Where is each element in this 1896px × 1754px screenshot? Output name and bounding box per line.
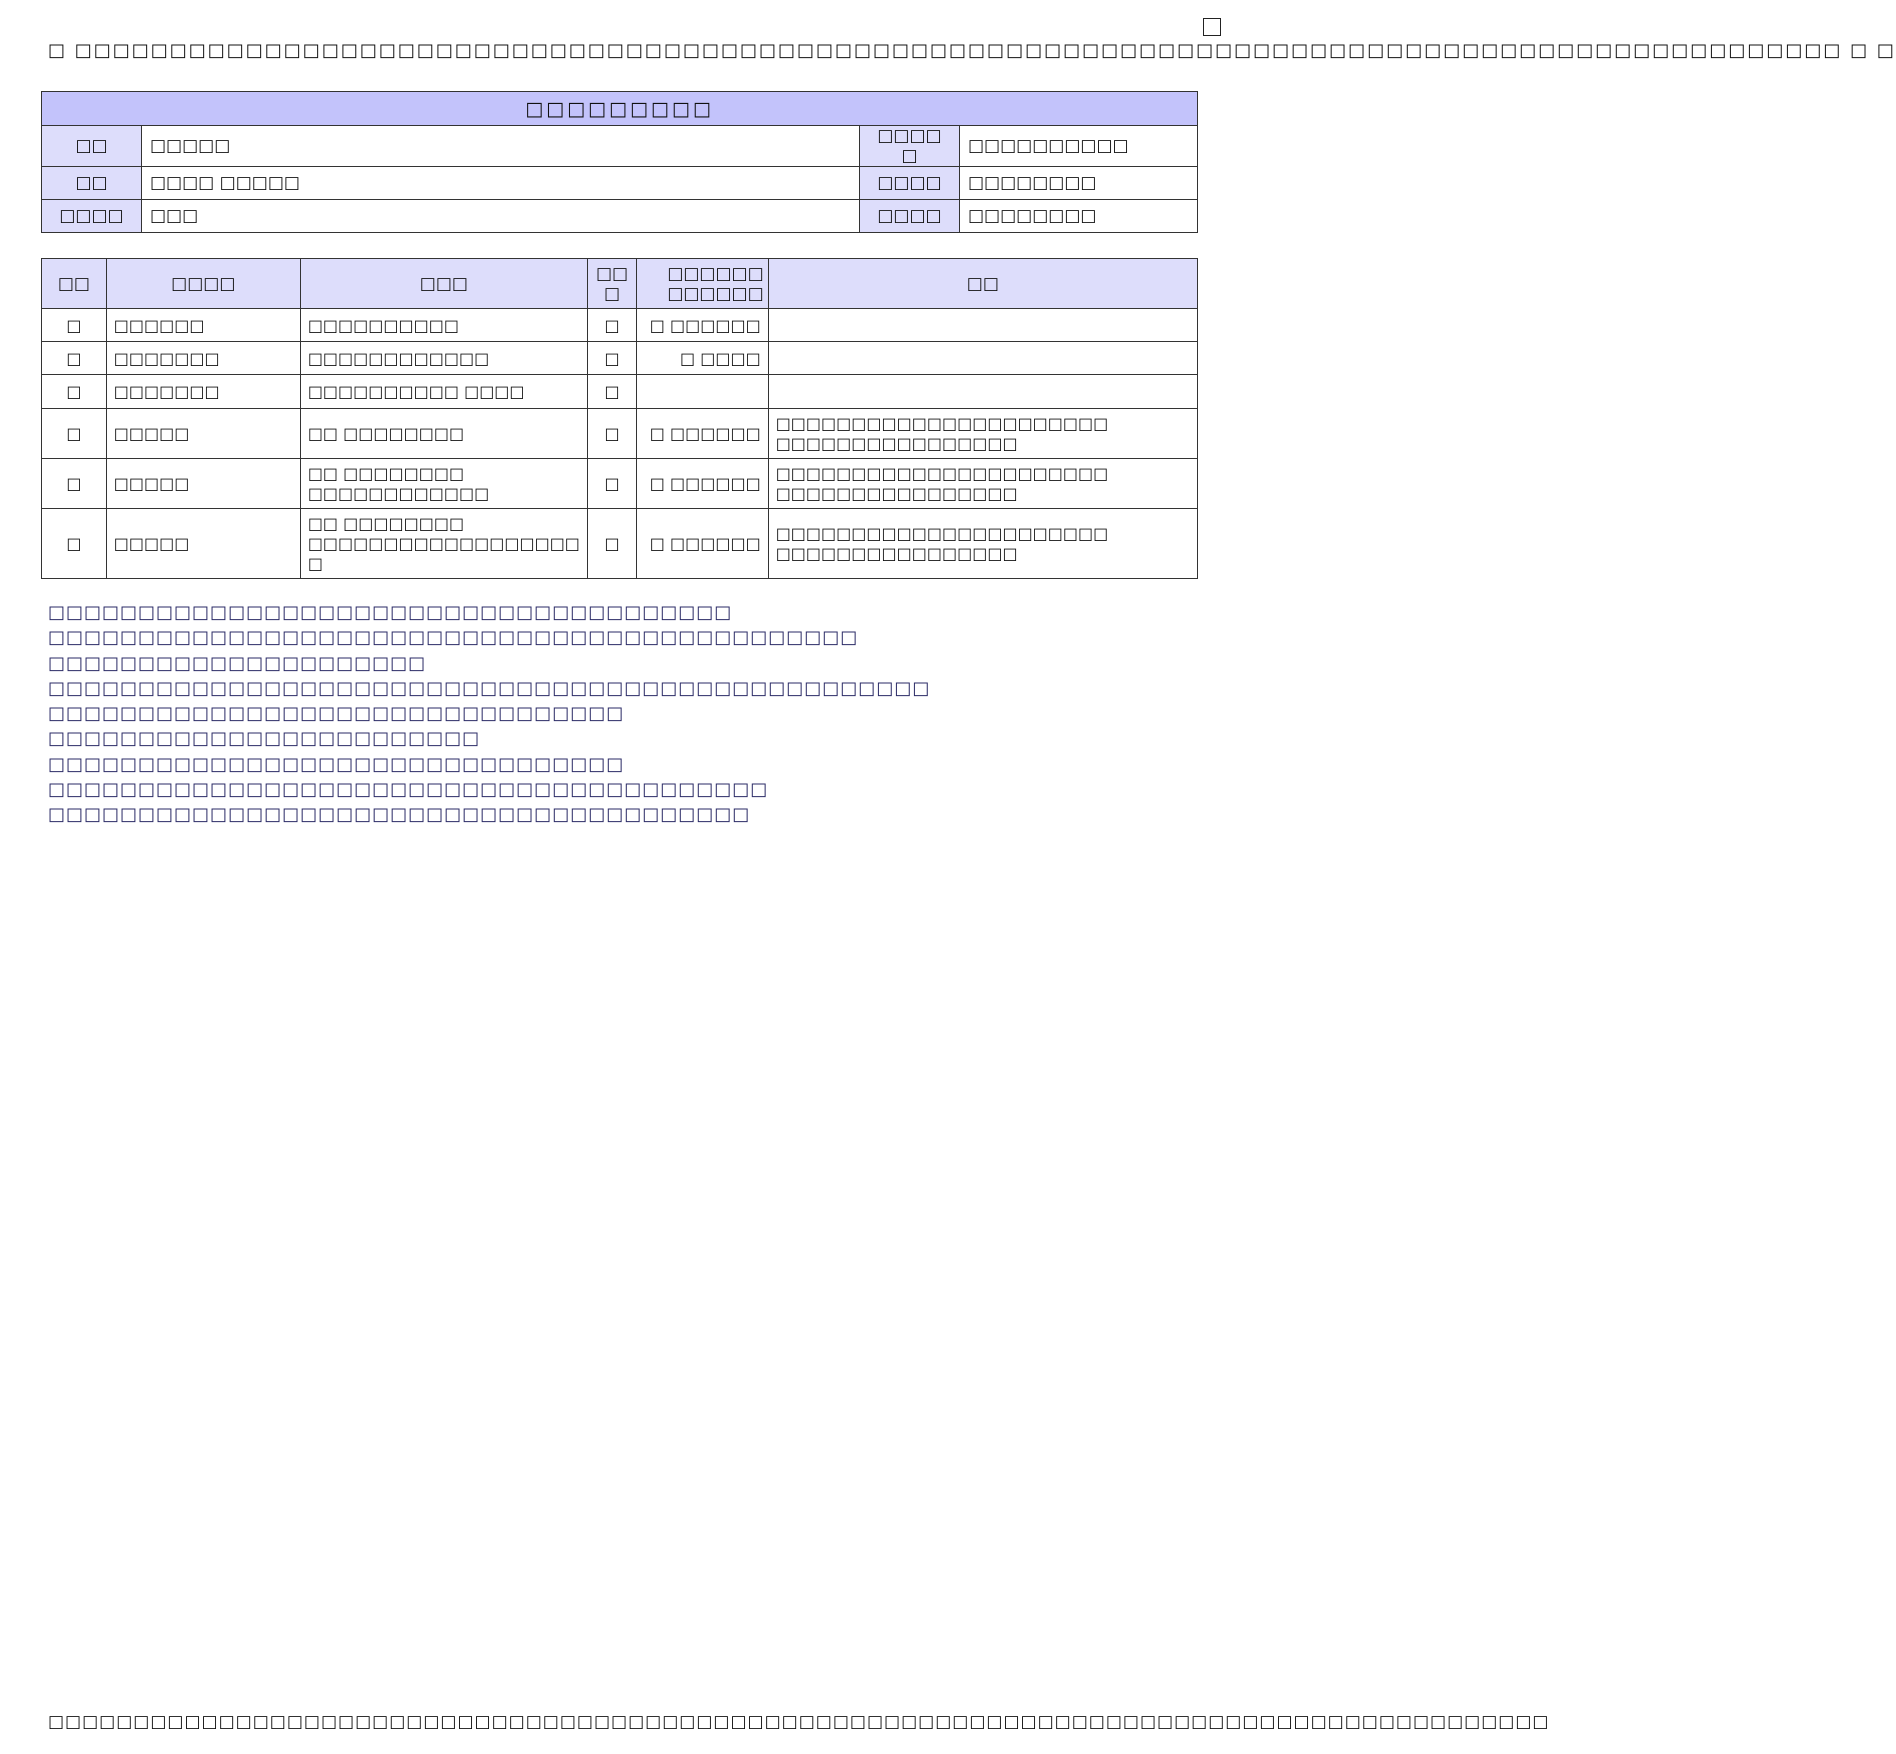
info-table-title: □□□□□□□□□	[42, 92, 1198, 126]
cell-price: □ □□□□	[637, 342, 769, 375]
cell-price	[637, 375, 769, 409]
col-header-price: □□□□□□ □□□□□□	[637, 259, 769, 309]
cell-name: □□□□□□	[106, 309, 300, 342]
table-row	[42, 342, 1198, 375]
info-value: □□□	[142, 200, 860, 233]
info-row	[42, 200, 1198, 233]
cell-price: □ □□□□□□	[637, 409, 769, 459]
cell-name: □□□□□	[106, 459, 300, 509]
note-line: □□□□□□□□□□□□□□□□□□□□□□□□□□□□□□□□	[48, 753, 625, 775]
notes-section	[48, 600, 1168, 828]
page-marker	[1203, 18, 1221, 36]
info-value-secondary: □□□□□□□□	[960, 200, 1198, 233]
table-row	[42, 309, 1198, 342]
col-header-qty: □□ □	[587, 259, 636, 309]
cell-note: □□□□□□□□□□□□□□□□□□□□□□ □□□□□□□□□□□□□□□□	[768, 459, 1197, 509]
cell-name: □□□□□	[106, 409, 300, 459]
note-line: □□□□□□□□□□□□□□□□□□□□□□□□□□□□□□□□□□□□□□□□□□□□□□□□□	[48, 677, 931, 699]
col-header-spec: □□□	[300, 259, 587, 309]
cell-name: □□□□□	[106, 509, 300, 579]
cell-price: □ □□□□□□	[637, 509, 769, 579]
cell-price: □ □□□□□□	[637, 459, 769, 509]
cell-qty: □	[587, 409, 636, 459]
cell-no: □	[42, 509, 107, 579]
info-row	[42, 167, 1198, 200]
col-header-note: □□	[768, 259, 1197, 309]
cell-note	[768, 375, 1197, 409]
cell-price: □ □□□□□□	[637, 309, 769, 342]
info-value-secondary: □□□□□□□□	[960, 167, 1198, 200]
cell-no: □	[42, 459, 107, 509]
info-label: □□	[42, 126, 142, 167]
info-value: □□□□ □□□□□	[142, 167, 860, 200]
table-row	[42, 459, 1198, 509]
note-line: □□□□□□□□□□□□□□□□□□□□□□□□□□□□□□□□□□□□□□□	[48, 804, 751, 826]
cell-no: □	[42, 309, 107, 342]
table-row	[42, 375, 1198, 409]
info-label-secondary: □□□□	[860, 200, 960, 233]
cell-spec: □□ □□□□□□□□	[300, 409, 587, 459]
info-label-secondary: □□□□	[860, 167, 960, 200]
cell-no: □	[42, 409, 107, 459]
note-line: □□□□□□□□□□□□□□□□□□□□□□□□□□□□□□□□□□□□□□	[48, 602, 733, 623]
note-line: □□□□□□□□□□□□□□□□□□□□□□□□□□□□□□□□	[48, 703, 625, 725]
info-label: □□	[42, 167, 142, 200]
cell-note: □□□□□□□□□□□□□□□□□□□□□□ □□□□□□□□□□□□□□□□	[768, 509, 1197, 579]
cell-name: □□□□□□□	[106, 375, 300, 409]
info-label-secondary: □□□□ □	[860, 126, 960, 167]
cell-note	[768, 342, 1197, 375]
cell-spec: □□□□□□□□□□	[300, 309, 587, 342]
info-value: □□□□□	[142, 126, 860, 167]
cell-spec: □□ □□□□□□□□ □□□□□□□□□□□□□□□□□□ □	[300, 509, 587, 579]
cell-name: □□□□□□□	[106, 342, 300, 375]
col-header-no: □□	[42, 259, 107, 309]
cell-spec: □□ □□□□□□□□ □□□□□□□□□□□□	[300, 459, 587, 509]
info-label: □□□□	[42, 200, 142, 233]
table-row	[42, 509, 1198, 579]
cell-qty: □	[587, 509, 636, 579]
items-table	[41, 258, 1198, 579]
cell-spec: □□□□□□□□□□□□	[300, 342, 587, 375]
cell-note: □□□□□□□□□□□□□□□□□□□□□□ □□□□□□□□□□□□□□□□	[768, 409, 1197, 459]
cell-note	[768, 309, 1197, 342]
cell-qty: □	[587, 375, 636, 409]
note-line: □□□□□□□□□□□□□□□□□□□□□□□□□□□□□□□□□□□□□□□□	[48, 779, 769, 801]
cell-qty: □	[587, 459, 636, 509]
cell-qty: □	[587, 342, 636, 375]
note-line: □□□□□□□□□□□□□□□□□□□□□□□□□□□□□□□□□□□□□□□□□□□□□	[48, 627, 859, 649]
info-table	[41, 91, 1198, 233]
items-header-row	[42, 259, 1198, 309]
document-header: □ □□□□□□□□□□□□□□□□□□□□□□□□□□□□□□□□□□□□□□□□□□□□□□□□□□□□□□□□□□□□□□□□□□□□□□□□□□□□□□□□□□□□□□□□□□□□□ □ □	[48, 40, 1896, 61]
cell-spec: □□□□□□□□□□ □□□□	[300, 375, 587, 409]
cell-no: □	[42, 375, 107, 409]
info-row	[42, 126, 1198, 167]
note-line: □□□□□□□□□□□□□□□□□□□□□	[48, 652, 427, 674]
cell-qty: □	[587, 309, 636, 342]
col-header-name: □□□□	[106, 259, 300, 309]
document-footer: □□□□□□□□□□□□□□□□□□□□□□□□□□□□□□□□□□□□□□□□□□□□□□□□□□□□□□□□□□□□□□□□□□□□□□□□□□□□□□□□□□□□□□□□	[48, 1712, 1550, 1732]
cell-no: □	[42, 342, 107, 375]
info-value-secondary: □□□□□□□□□□	[960, 126, 1198, 167]
table-row	[42, 409, 1198, 459]
note-line: □□□□□□□□□□□□□□□□□□□□□□□□	[48, 728, 481, 750]
